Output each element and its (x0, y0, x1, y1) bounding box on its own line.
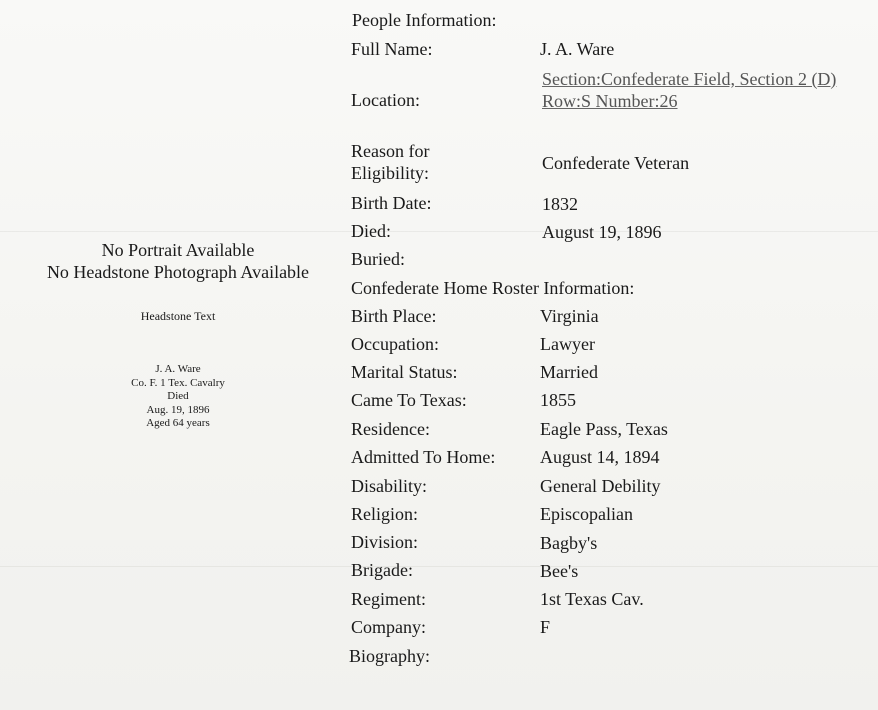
regiment-value: 1st Texas Cav. (540, 589, 644, 609)
died-label: Died: (351, 221, 391, 241)
reason-label-line: Eligibility: (351, 163, 430, 183)
birth-date-value: 1832 (542, 194, 578, 214)
brigade-label: Brigade: (351, 560, 413, 580)
came-to-texas-label: Came To Texas: (351, 390, 467, 410)
location-label: Location: (351, 90, 420, 110)
division-label: Division: (351, 532, 419, 552)
location-value[interactable] (542, 68, 862, 112)
birth-date-label: Birth Date: (351, 193, 432, 213)
buried-label: Buried: (351, 249, 405, 269)
company-value: F (540, 617, 551, 637)
regiment-label: Regiment: (351, 589, 426, 609)
company-label: Company: (351, 617, 426, 637)
paper-fold-line (0, 231, 878, 232)
came-to-texas-value: 1855 (540, 390, 576, 410)
headstone-line: Co. F. 1 Tex. Cavalry (131, 376, 225, 389)
occupation-value: Lawyer (540, 334, 595, 354)
marital-status-label: Marital Status: (351, 362, 458, 382)
religion-label: Religion: (351, 504, 418, 524)
headstone-line: Died (167, 390, 189, 402)
paper-fold-line (0, 566, 878, 567)
full-name-label: Full Name: (351, 39, 433, 59)
headstone-text-title: Headstone Text (140, 309, 216, 323)
location-row-link[interactable]: Row:S Number:26 (542, 91, 678, 111)
division-value: Bagby's (540, 533, 598, 553)
no-portrait-text: No Portrait Available (101, 240, 255, 260)
admitted-to-home-value: August 14, 1894 (540, 447, 660, 467)
no-headstone-photo-text: No Headstone Photograph Available (46, 262, 310, 282)
religion-value: Episcopalian (540, 504, 633, 524)
people-info-header: People Information: (352, 10, 497, 30)
residence-label: Residence: (351, 419, 430, 439)
brigade-value: Bee's (540, 561, 579, 581)
disability-label: Disability: (351, 476, 427, 496)
roster-info-header: Confederate Home Roster Information: (351, 278, 635, 298)
birth-place-value: Virginia (540, 306, 599, 326)
admitted-to-home-label: Admitted To Home: (351, 447, 496, 467)
headstone-line: J. A. Ware (155, 363, 201, 375)
headstone-line: Aug. 19, 1896 (146, 403, 210, 416)
full-name-value: J. A. Ware (540, 39, 615, 59)
disability-value: General Debility (540, 476, 661, 496)
reason-label (351, 140, 429, 184)
occupation-label: Occupation: (351, 334, 439, 354)
residence-value: Eagle Pass, Texas (540, 419, 668, 439)
marital-status-value: Married (540, 362, 598, 382)
biography-label: Biography: (349, 646, 430, 666)
headstone-line: Aged 64 years (146, 417, 210, 429)
headstone-inscription (0, 363, 356, 431)
reason-label-line: Reason for (351, 141, 430, 161)
died-value: August 19, 1896 (542, 222, 662, 242)
location-section-link[interactable]: Section:Confederate Field, Section 2 (D) (542, 69, 837, 89)
no-portrait-notice (0, 239, 356, 283)
birth-place-label: Birth Place: (351, 306, 437, 326)
reason-value: Confederate Veteran (542, 153, 690, 173)
